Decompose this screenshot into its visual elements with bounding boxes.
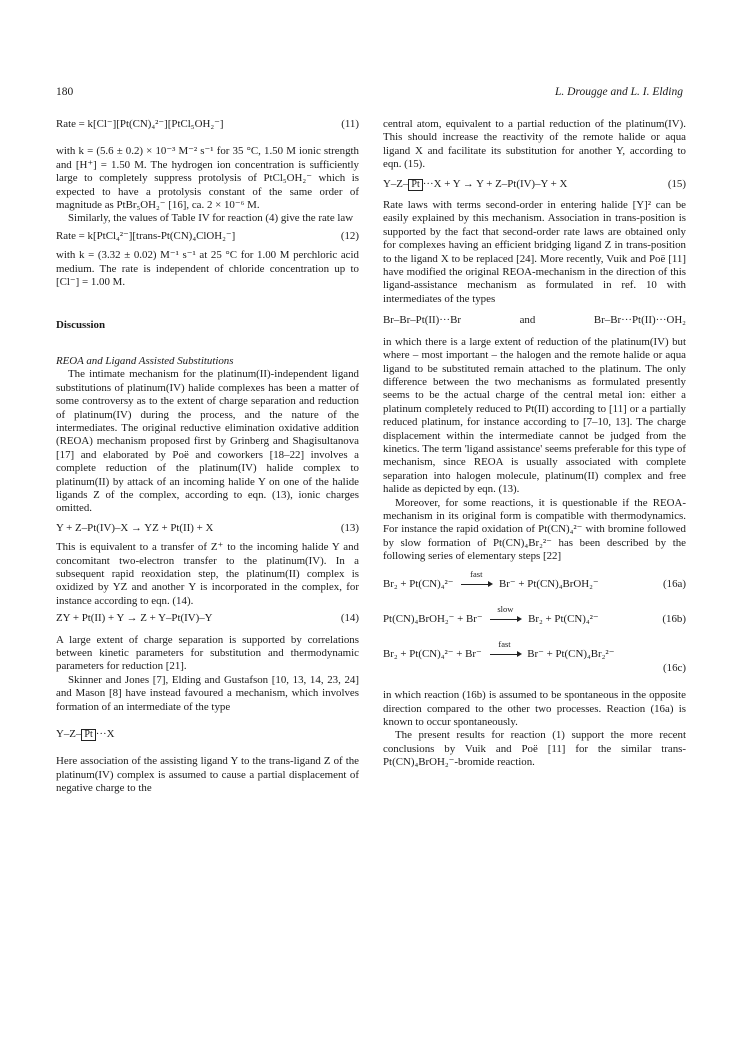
platinum-box: Pt [408, 179, 422, 191]
paragraph-mechanism-intro: The intimate mechanism for the platinum(II)-independent ligand substitutions of platinum(IV) halide complexes has been a matter of some controversy as to the extent of charge separation and reduction of platinum(IV) during the process, and the nature of the intermediates. The original reductive elimination oxidative addition (REOA) mechanism proposed first by Grinberg and Shagisultanova [17] and elaborated by Poë and coworkers [18–22] involves a complete reduction of the platinum(IV) halide complex to platinum(II) by attack of an incoming halide Y on one of the halide ligands Z of the complex, according to eqn. (13), ionic charges omitted. [56, 368, 359, 515]
intermediate-type-a: Br–Br–Pt(II)···Br [383, 314, 462, 327]
equation-15 [383, 178, 686, 191]
equation-13 [56, 522, 359, 535]
equation-16c [383, 639, 686, 661]
arrow-icon [459, 568, 493, 591]
equation-13-formula: Y + Z–Pt(IV)–X → YZ + Pt(II) + X [56, 521, 214, 534]
equation-16b-number: (16b) [662, 613, 686, 625]
equation-12-formula: Rate = k[PtCl₄²⁻][trans-Pt(CN)₄ClOH₂⁻] [56, 229, 236, 242]
paragraph-thermodynamics: Moreover, for some reactions, it is questionable if the REOA-mechanism in its original form is compatible with thermodynamics. For instance the rapid oxidation of Pt(CN)₄²⁻ with bromine followed by slow formation of Pt(CN)₄Br₂²⁻ has been described by the following series of elementary steps [22] [383, 496, 686, 563]
intermediate-type-b: Br–Br···Pt(II)···OH₂ [593, 314, 686, 327]
equation-12 [56, 230, 359, 243]
equation-14 [56, 612, 359, 625]
equation-11-formula: Rate = k[Cl⁻][Pt(CN)₄²⁻][PtCl₅OH₂⁻] [56, 118, 224, 130]
intermediate-formula [56, 728, 359, 741]
intermediate-prefix: Y–Z– [56, 728, 82, 741]
paragraph-spontaneous: in which reaction (16b) is assumed to be spontaneous in the opposite direction compared to the other two processes. Reaction (16a) is known to occur spontaneously. [383, 689, 686, 729]
paragraph-charge-separation: A large extent of charge separation is supported by correlations between kinetic parameters for substitution and thermodynamic parameters for reduction [21]. [56, 633, 359, 673]
equation-16c-left: Br₂ + Pt(CN)₄²⁻ + Br⁻ [383, 648, 482, 661]
equation-16a-number: (16a) [663, 577, 686, 590]
paragraph-central-atom: central atom, equivalent to a partial reduction of the platinum(IV). This should increase the reactivity of the remote halide or aqua ligand X and facilitate its substitution for another Y, according to eqn. (15). [383, 118, 686, 171]
paragraph-rate-constant-12: with k = (3.32 ± 0.02) M⁻¹ s⁻¹ at 25 °C for 1.00 M perchloric acid medium. The rate is independent of chloride concentration up to [Cl⁻] = 1.00 M. [56, 249, 359, 289]
equation-16b-left: Pt(CN)₄BrOH₂⁻ + Br⁻ [383, 613, 483, 625]
subsection-title: REOA and Ligand Assisted Substitutions [56, 354, 234, 367]
equation-16b-right: Br₂ + Pt(CN)₄²⁻ [528, 613, 599, 625]
paragraph-skinner-jones: Skinner and Jones [7], Elding and Gustafson [10, 13, 14, 23, 24] and Mason [8] have instead favoured a mechanism, which involves formation of an intermediate of the type [56, 673, 359, 713]
equation-16a-right: Br⁻ + Pt(CN)₄BrOH₂⁻ [499, 577, 599, 590]
arrow-icon [488, 604, 522, 626]
paragraph-similarly: Similarly, the values of Table IV for reaction (4) give the rate law [68, 212, 354, 225]
equation-16b-label: slow [497, 604, 514, 614]
intermediate-suffix: ···X [95, 728, 115, 741]
equation-14-number: (14) [340, 612, 359, 625]
section-title: Discussion [56, 319, 106, 332]
equation-16b [383, 604, 686, 626]
paragraph-association: Here association of the assisting ligand Y to the trans-ligand Z of the platinum(IV) complex is assumed to cause a partial displacement of negative charge to the [56, 755, 359, 795]
platinum-box: Pt [81, 729, 95, 741]
equation-15-suffix: ···X + Y → Y + Z–Pt(IV)–Y + X [422, 177, 568, 190]
page-number: 180 [56, 86, 74, 98]
paragraph-reduction-extent: in which there is a large extent of reduction of the platinum(IV) but where – most important – the halogen and the remote halide or aqua ligand to be substituted remain attached to the platinum. The only difference between the two mechanisms as formulated presently seems to be the actual charge of the central metal ion: either a platinum completely reduced to Pt(II) according to [11] or a partially reduced platinum, for instance according to [7–10, 13]. The charge displacement within the intermediate cannot be judged from the kinetics. The term 'ligand assistance' seems preferable for this type of mechanism, since REOA is usually associated with complete separation into halogen molecule, platinum(II) complex and free halide as depicted by eqn. (13). [383, 335, 686, 496]
equation-11 [56, 118, 359, 131]
equation-15-number: (15) [667, 177, 686, 190]
equation-15-prefix: Y–Z– [383, 177, 409, 190]
left-column [56, 118, 359, 796]
paragraph-rate-constant-11: with k = (5.6 ± 0.2) × 10⁻³ M⁻² s⁻¹ for 35 °C, 1.50 M ionic strength and [H⁺] = 1.50 M. The hydrogen ion concentration is sufficiently large to completely suppress protolysis of PtCl₅OH₂⁻ which is expected to have a protolysis constant of the same order of magnitude as PtBr₅OH₂⁻ [16], ca. 2 × 10⁻⁶ M. [56, 145, 359, 212]
equation-12-number: (12) [340, 229, 359, 242]
arrow-icon [488, 639, 522, 661]
paragraph-rate-laws: Rate laws with terms second-order in entering halide [Y]² can be easily explained by this mechanism. Association in trans-position is supported by the fact that second-order rate laws are obtained only for complexes having an efficient bridging ligand Z in trans-position to the ligand X to be replaced [24]. More recently, Vuik and Poë [11] have modified the original REOA-mechanism in the direction of this ligand-assistance mechanism as formulated in ref. 10 with intermediates of the types [383, 199, 686, 305]
right-column [383, 118, 686, 770]
equation-16c-label: fast [498, 639, 511, 650]
equation-13-number: (13) [340, 521, 359, 534]
equation-16a-left: Br₂ + Pt(CN)₄²⁻ [383, 577, 454, 590]
paragraph-transfer: This is equivalent to a transfer of Z⁺ to the incoming halide Y and concomitant two-electron transfer to the platinum(IV). In a subsequent rapid reoxidation step, the platinum(II) complex is oxidized by YZ and another Y is incorporated in the complex, for instance according to eqn. (14). [56, 541, 359, 607]
running-head: L. Drougge and L. I. Elding [555, 86, 683, 98]
intermediate-types [383, 314, 686, 327]
intermediate-types-and: and [519, 314, 536, 327]
equation-11-number: (11) [341, 118, 359, 130]
equation-16a-label: fast [470, 568, 483, 579]
equation-14-formula: ZY + Pt(II) + Y → Z + Y–Pt(IV)–Y [56, 612, 213, 625]
equation-16c-right: Br⁻ + Pt(CN)₄Br₂²⁻ [527, 648, 615, 661]
equation-16a [383, 568, 686, 591]
paragraph-present-results: The present results for reaction (1) support the more recent conclusions by Vuik and Poë [11] for the similar trans-Pt(CN)₄BrOH₂⁻-bromide reaction. [383, 729, 686, 769]
equation-16c-number: (16c) [663, 661, 686, 674]
